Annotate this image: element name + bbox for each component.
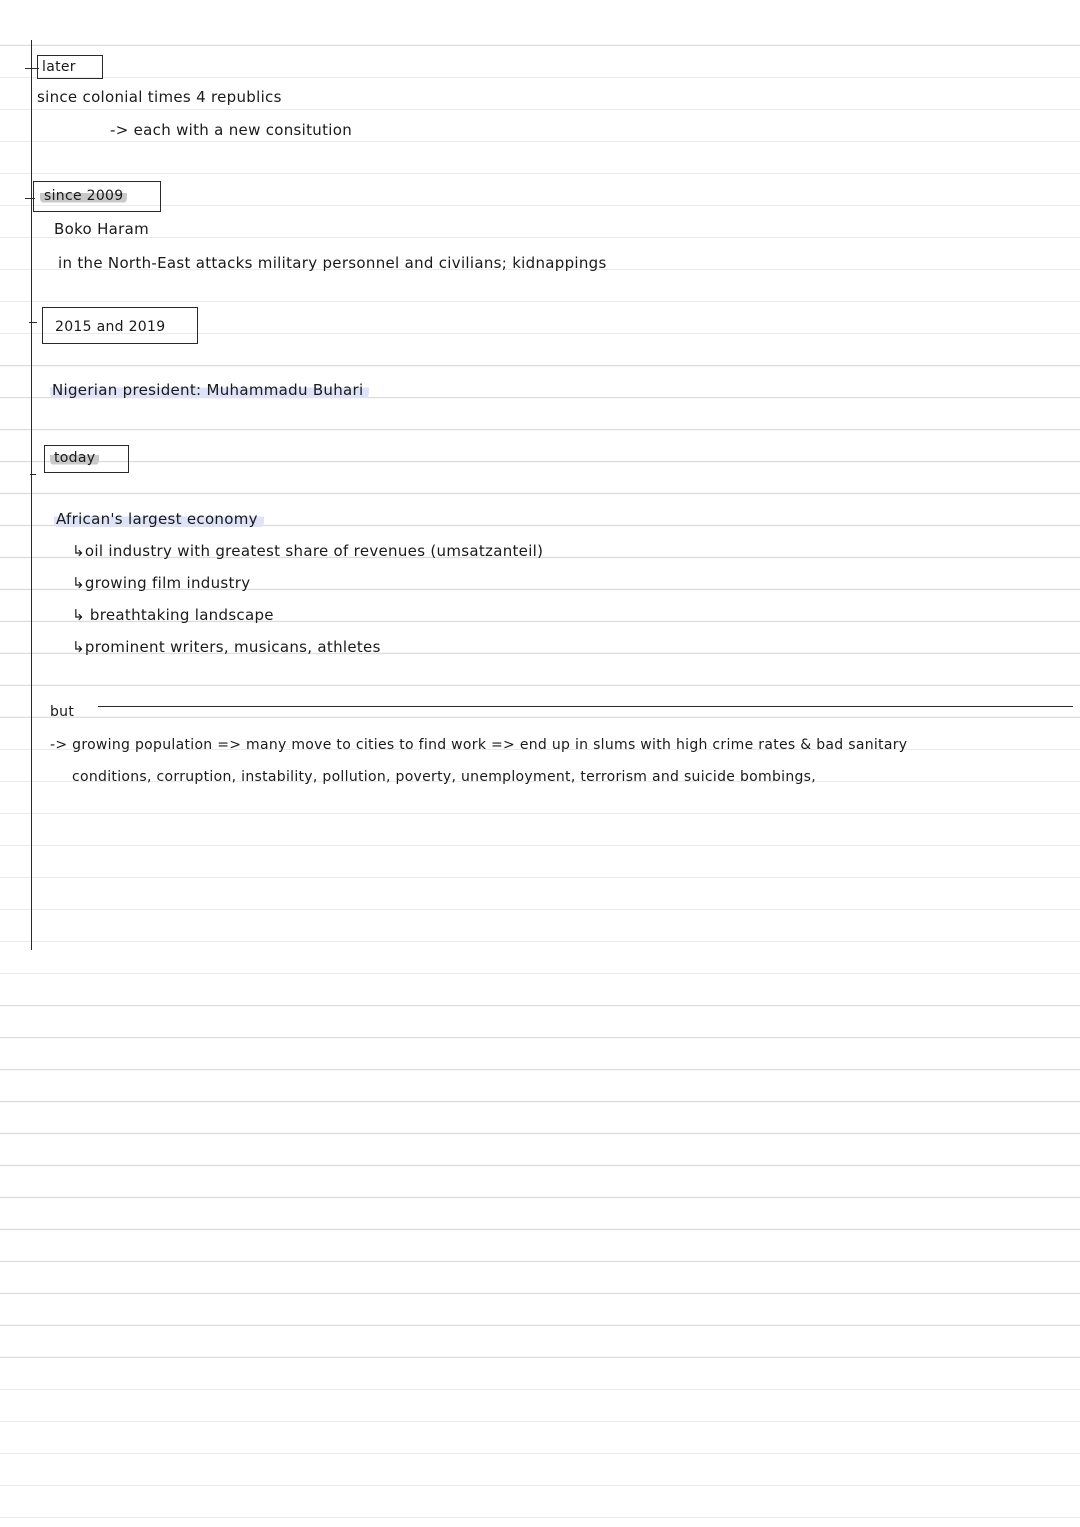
- bullet-item: ↳growing film industry: [72, 574, 251, 592]
- margin-tick: [29, 322, 37, 323]
- note-line: -> each with a new consitution: [110, 121, 353, 139]
- label-later: later: [42, 59, 76, 75]
- margin-line: [31, 40, 32, 950]
- label-today: today: [50, 450, 99, 466]
- margin-tick: [30, 474, 36, 475]
- note-line-wrap: [50, 383, 369, 398]
- today-heading: African's largest economy: [54, 510, 264, 528]
- section-divider: [98, 706, 1073, 707]
- label-since-2009: since 2009: [40, 188, 127, 204]
- note-line: Boko Haram: [54, 220, 150, 238]
- label-today-wrap: [50, 451, 99, 465]
- president-line: Nigerian president: Muhammadu Buhari: [50, 381, 369, 399]
- note-line: in the North-East attacks military personnel and civilians; kidnappings: [58, 254, 607, 272]
- bullet-item: ↳prominent writers, musicans, athletes: [72, 638, 381, 656]
- label-2015-2019: 2015 and 2019: [55, 319, 166, 335]
- label-but: but: [50, 704, 75, 720]
- note-line: conditions, corruption, instability, pollution, poverty, unemployment, terrorism and suicide bombings,: [72, 769, 817, 785]
- label-since-2009-wrap: [40, 189, 127, 203]
- bullet-item: ↳ breathtaking landscape: [72, 606, 274, 624]
- note-line: -> growing population => many move to cities to find work => end up in slums with high crime rates & bad sanitary: [50, 737, 908, 753]
- note-line: since colonial times 4 republics: [37, 88, 282, 106]
- note-heading-wrap: [54, 512, 264, 527]
- bullet-item: ↳oil industry with greatest share of revenues (umsatzanteil): [72, 542, 544, 560]
